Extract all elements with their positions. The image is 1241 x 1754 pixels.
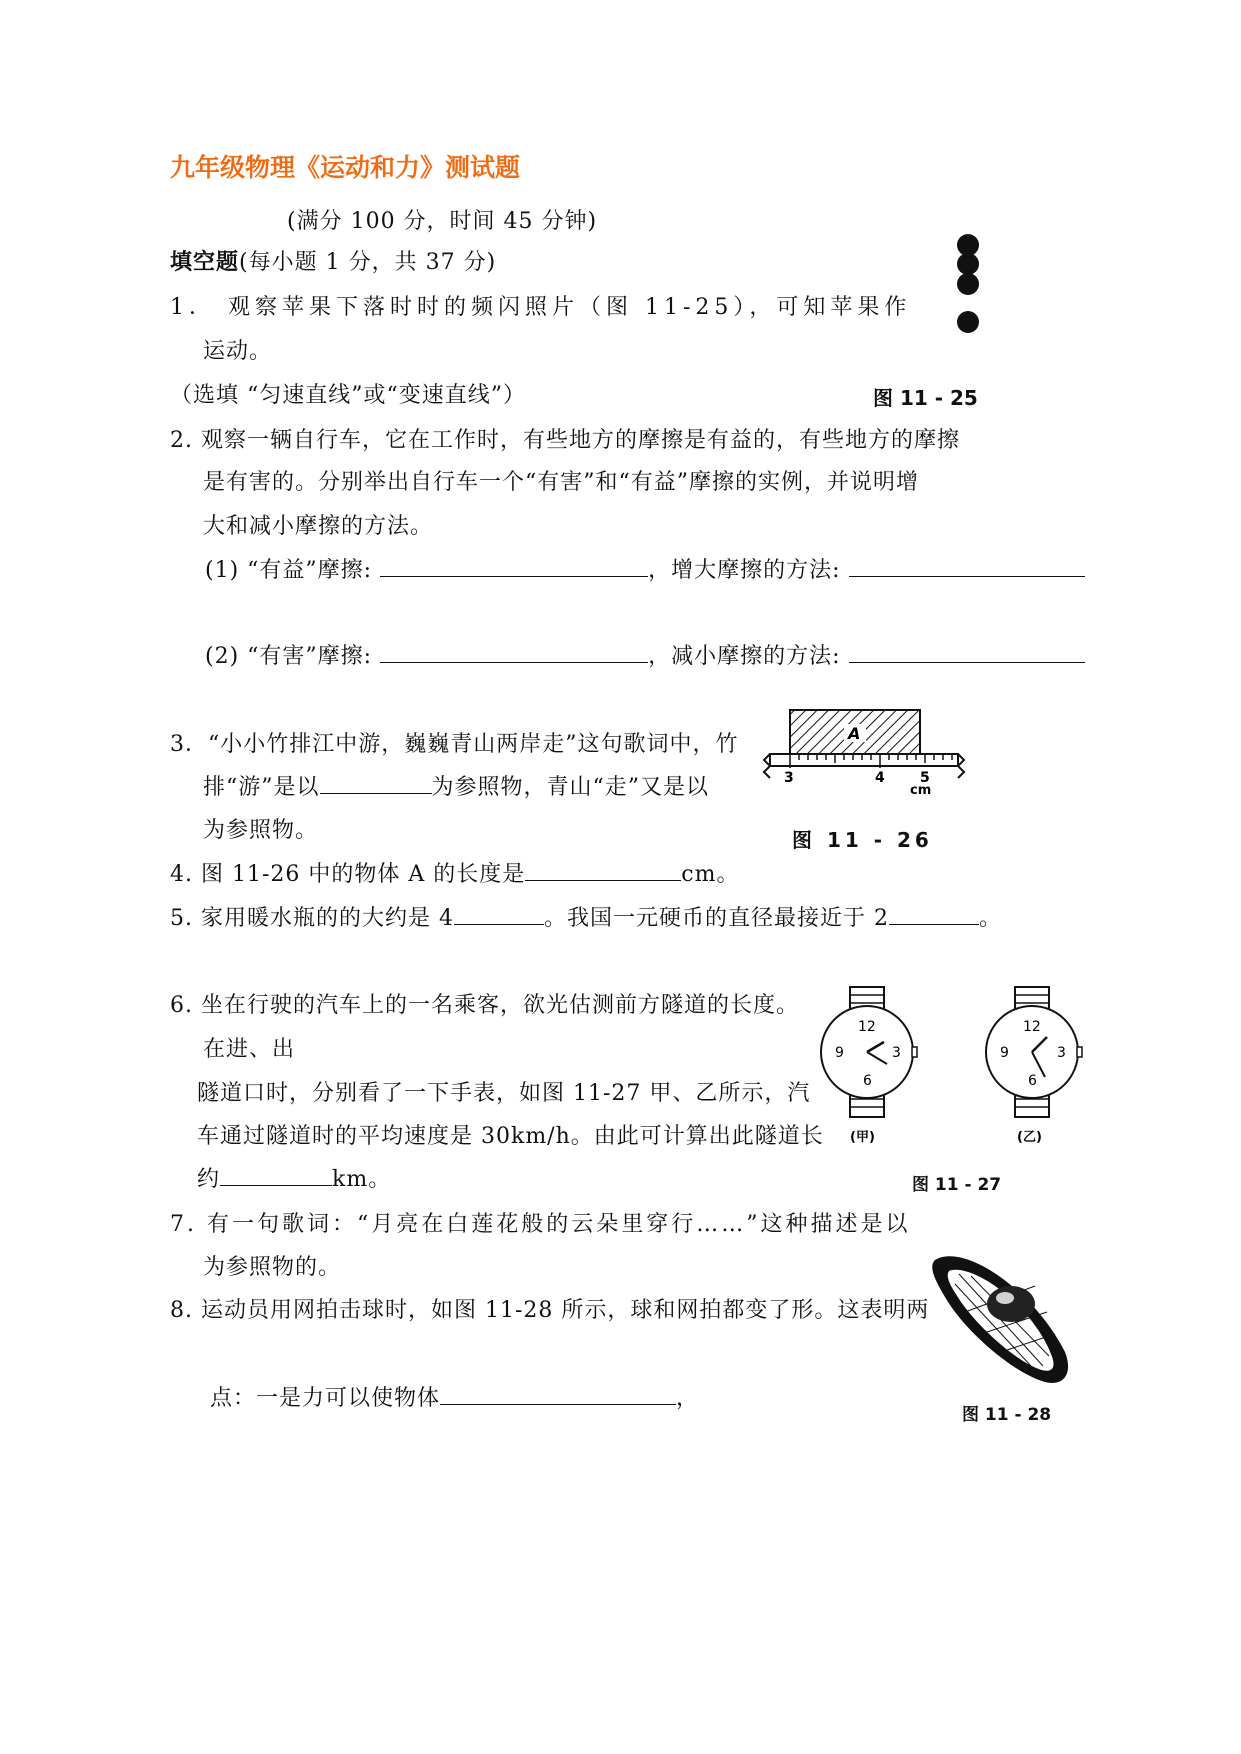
q3-line2-end: 为参照物，青山“走”又是以 xyxy=(431,775,709,800)
figure-11-25 xyxy=(950,232,990,337)
q2-sub2-label: (2) “有害”摩擦: xyxy=(205,644,373,669)
q3-reference-blank[interactable] xyxy=(320,771,432,794)
watch-yi xyxy=(977,985,1087,1145)
q5-line xyxy=(170,901,1002,932)
q8-line1: 8. 运动员用网拍击球时，如图 11-28 所示，球和网拍都变了形。这表明两 xyxy=(170,1298,930,1323)
watch-jia-3: 3 xyxy=(892,1045,901,1061)
q2-harmful-friction-blank[interactable] xyxy=(380,640,648,663)
q8-line2-text: 点：一是力可以使物体 xyxy=(210,1386,441,1411)
q2-line2: 是有害的。分别举出自行车一个“有害”和“有益”摩擦的实例，并说明增 xyxy=(203,470,919,495)
q7-line2: 为参照物的。 xyxy=(203,1255,342,1280)
q6-line5-start: 约 xyxy=(197,1167,221,1192)
q2-sub2-method: ，减小摩擦的方法: xyxy=(648,644,841,669)
watch-jia-6: 6 xyxy=(863,1073,872,1089)
q2-reduce-method-blank[interactable] xyxy=(849,640,1085,663)
q6-line2: 在进、出 xyxy=(203,1037,296,1062)
watch-yi-9: 9 xyxy=(1000,1045,1009,1061)
section-title: 填空题 xyxy=(170,250,240,275)
ruler-body xyxy=(770,754,958,766)
q3-line2-start: 排“游”是以 xyxy=(203,775,320,800)
q5-bottle-unit-blank[interactable] xyxy=(454,902,544,925)
figure-11-27-caption: 图 11 - 27 xyxy=(912,1175,1002,1195)
watch-yi-label: (乙) xyxy=(1017,1130,1042,1145)
apple-dot-1 xyxy=(957,234,979,256)
q3-line1: 3．“小小竹排江中游，巍巍青山两岸走”这句歌词中，竹 xyxy=(170,732,739,757)
q2-line3: 大和减小摩擦的方法。 xyxy=(203,514,434,539)
q2-sub1-method: ，增大摩擦的方法: xyxy=(648,558,841,583)
watch-jia-9: 9 xyxy=(835,1045,844,1061)
q2-useful-friction-blank[interactable] xyxy=(380,554,648,577)
q2-increase-method-blank[interactable] xyxy=(849,554,1085,577)
ball xyxy=(987,1286,1035,1322)
ruler-tick-3: 3 xyxy=(784,770,794,786)
q4-line xyxy=(170,857,739,888)
q1-line2: 运动。 xyxy=(203,339,273,364)
object-a-label: A xyxy=(848,724,861,743)
section-heading xyxy=(170,245,496,276)
q2-sub2 xyxy=(205,639,1085,670)
q2-sub1-label: (1) “有益”摩擦: xyxy=(205,558,373,583)
q8-line2 xyxy=(210,1381,699,1412)
q8-effect-blank[interactable] xyxy=(440,1382,676,1405)
figure-11-28 xyxy=(925,1242,1075,1397)
q1-line3: （选填 “匀速直线”或“变速直线”） xyxy=(170,383,526,408)
q6-line5-unit: km。 xyxy=(332,1167,392,1192)
watch-yi-12: 12 xyxy=(1023,1019,1041,1035)
figure-11-28-caption: 图 11 - 28 xyxy=(962,1405,1052,1425)
q8-line2-comma: ， xyxy=(676,1386,700,1411)
q2-line1: 2. 观察一辆自行车，它在工作时，有些地方的摩擦是有益的，有些地方的摩擦 xyxy=(170,428,960,453)
q1-line1: 1． 观察苹果下落时时的频闪照片（图 11-25），可知苹果作 xyxy=(170,295,912,320)
watch-jia-label: (甲) xyxy=(850,1130,875,1145)
apple-dot-2 xyxy=(957,253,979,275)
apple-dot-3 xyxy=(957,273,979,295)
q4-length-blank[interactable] xyxy=(525,858,681,881)
watch-yi-6: 6 xyxy=(1028,1073,1037,1089)
q5-text-end: 。 xyxy=(978,906,1002,931)
watch-yi-3: 3 xyxy=(1057,1045,1066,1061)
q4-text: 4. 图 11-26 中的物体 A 的长度是 xyxy=(170,862,526,887)
q6-tunnel-length-blank[interactable] xyxy=(220,1163,332,1186)
q2-sub1 xyxy=(205,553,1085,584)
q3-line2 xyxy=(203,770,709,801)
figure-11-26-caption: 图 11 - 26 xyxy=(792,828,933,852)
q6-line5 xyxy=(197,1162,391,1193)
q5-text-start: 5. 家用暖水瓶的的大约是 4 xyxy=(170,906,454,931)
figure-11-25-caption: 图 11 - 25 xyxy=(873,386,978,410)
q6-line4: 车通过隧道时的平均速度是 30km/h。由此可计算出此隧道长 xyxy=(197,1124,824,1149)
q6-line3: 隧道口时，分别看了一下手表，如图 11-27 甲、乙所示，汽 xyxy=(197,1081,811,1106)
figure-11-26 xyxy=(762,708,967,798)
subtitle: (满分 100 分，时间 45 分钟) xyxy=(287,209,598,234)
q3-line3: 为参照物。 xyxy=(203,818,319,843)
ruler-unit: cm xyxy=(910,783,932,798)
watch-jia xyxy=(812,985,922,1145)
section-note: (每小题 1 分，共 37 分) xyxy=(239,250,497,275)
ruler-tick-5: 5 xyxy=(920,770,930,786)
q4-unit: cm。 xyxy=(681,862,740,887)
q7-line1: 7. 有一句歌词：“月亮在白莲花般的云朵里穿行……”这种描述是以 xyxy=(170,1212,911,1237)
ruler-tick-4: 4 xyxy=(875,770,885,786)
apple-dot-4 xyxy=(957,311,979,333)
q5-coin-unit-blank[interactable] xyxy=(889,902,979,925)
page-title: 九年级物理《运动和力》测试题 xyxy=(170,153,521,182)
q6-line1: 6. 坐在行驶的汽车上的一名乘客，欲光估测前方隧道的长度。 xyxy=(170,993,799,1018)
watch-jia-12: 12 xyxy=(858,1019,876,1035)
q5-text-middle: 。我国一元硬币的直径最接近于 2 xyxy=(543,906,889,931)
